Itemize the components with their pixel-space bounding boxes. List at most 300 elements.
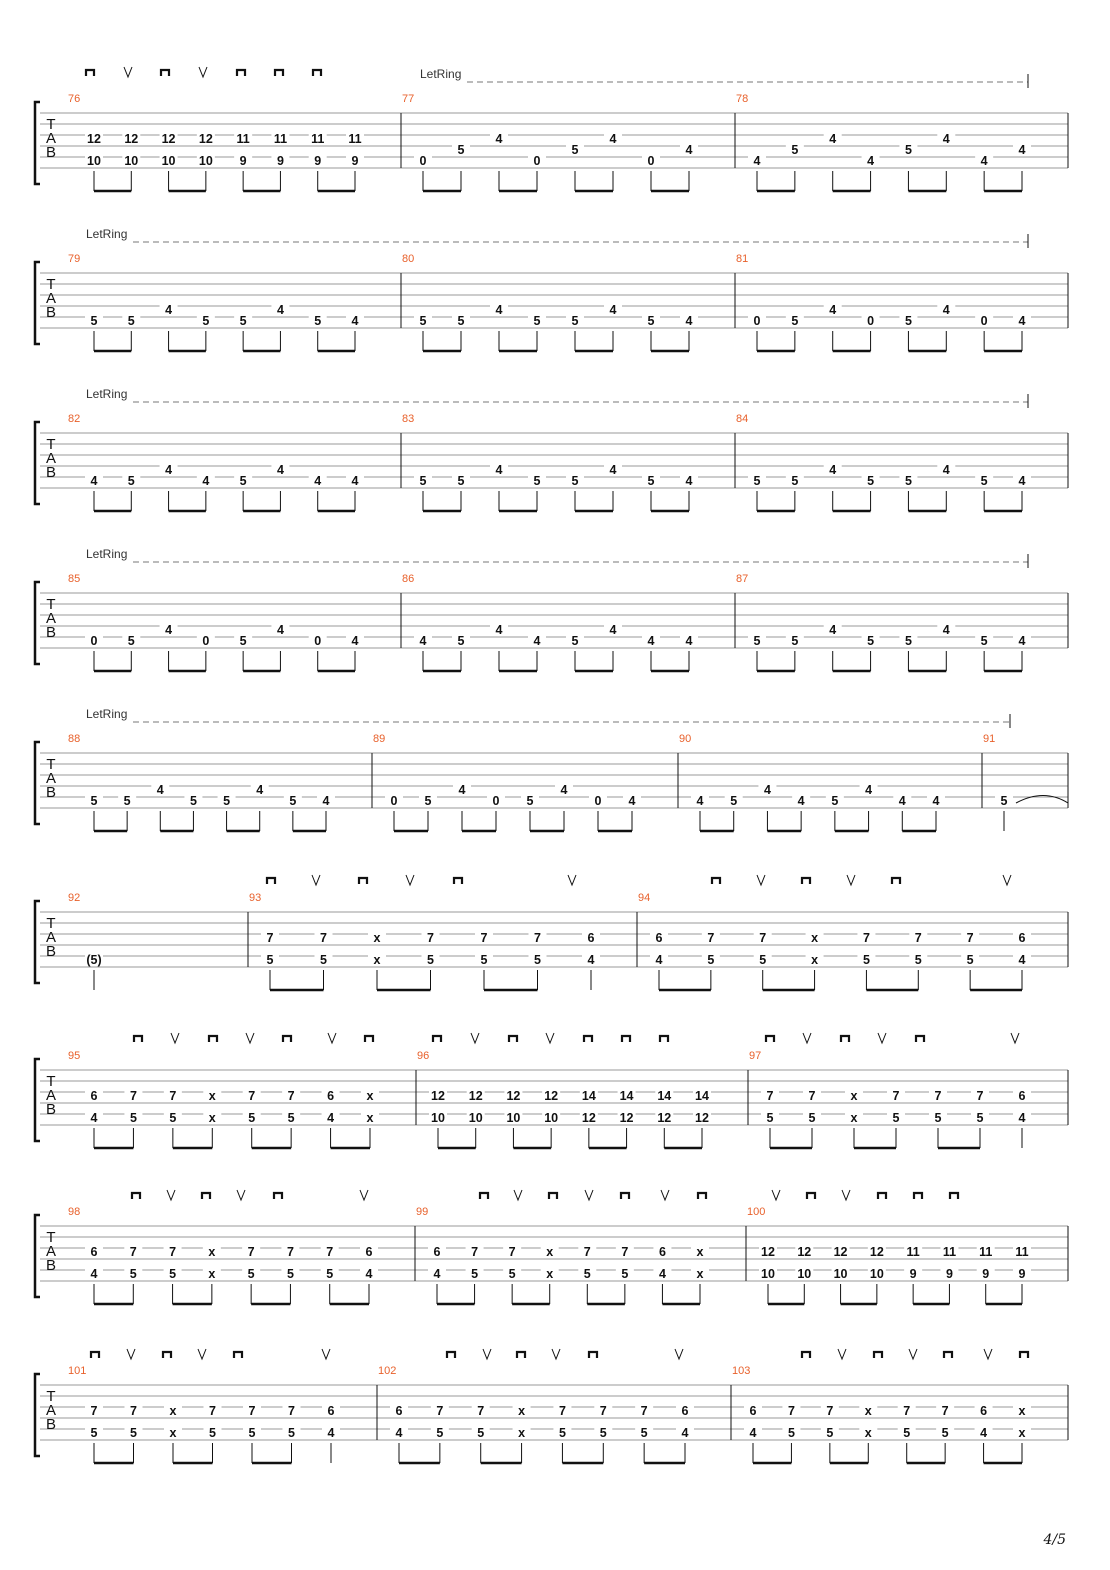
- downstroke-icon: [621, 1193, 629, 1199]
- fret-number: 12: [797, 1245, 812, 1259]
- measure-number: 98: [68, 1206, 81, 1218]
- fret-number: 7: [966, 931, 974, 945]
- fret-number: 4: [658, 1267, 666, 1281]
- fret-number: 5: [976, 1111, 984, 1125]
- fret-number: 4: [533, 634, 541, 648]
- fret-number: 7: [477, 1404, 485, 1418]
- fret-number: 10: [506, 1111, 521, 1125]
- fret-number: 5: [248, 1111, 256, 1125]
- fret-number: 4: [1018, 143, 1026, 157]
- fret-number: 10: [87, 154, 101, 168]
- fret-number: 5: [457, 634, 465, 648]
- fret-number: 4: [609, 303, 617, 317]
- fret-number: x: [366, 1089, 374, 1103]
- fret-number: 5: [707, 953, 715, 967]
- downstroke-icon: [589, 1352, 597, 1358]
- fret-number: 4: [685, 634, 693, 648]
- measure-number: 100: [747, 1206, 766, 1218]
- fret-number: 5: [248, 1426, 256, 1440]
- fret-number: 5: [419, 474, 427, 488]
- fret-number: 4: [458, 783, 466, 797]
- fret-number: 4: [1018, 314, 1026, 328]
- fret-number: 0: [533, 154, 541, 168]
- fret-number: 7: [287, 1089, 295, 1103]
- fret-number: 5: [457, 474, 465, 488]
- fret-number: 0: [647, 154, 655, 168]
- fret-number: 5: [571, 474, 579, 488]
- fret-number: 9: [239, 154, 247, 168]
- fret-number: 4: [829, 623, 837, 637]
- tab-clef-letter: A: [45, 929, 57, 946]
- fret-number: 10: [124, 154, 139, 168]
- fret-number: 5: [287, 1111, 295, 1125]
- fret-number: 4: [351, 634, 359, 648]
- measure-number: 78: [736, 93, 749, 105]
- fret-number: 10: [161, 154, 176, 168]
- fret-number: 7: [209, 1404, 216, 1418]
- fret-number: 7: [903, 1404, 911, 1418]
- fret-number: 4: [685, 474, 693, 488]
- fret-number: 5: [791, 634, 799, 648]
- fret-number: 7: [427, 931, 434, 945]
- fret-number: 10: [431, 1111, 445, 1125]
- system-bracket: [35, 102, 40, 184]
- fret-number: 12: [87, 132, 101, 146]
- tab-clef-letter: A: [45, 130, 57, 147]
- fret-number: 7: [286, 1245, 294, 1259]
- fret-number: 4: [276, 303, 284, 317]
- fret-number: 9: [276, 154, 284, 168]
- downstroke-icon: [549, 1193, 557, 1199]
- fret-number: 10: [544, 1111, 559, 1125]
- fret-number: 5: [904, 314, 912, 328]
- fret-number: 4: [980, 1426, 988, 1440]
- fret-number: 10: [468, 1111, 483, 1125]
- tab-clef-letter: B: [45, 144, 57, 161]
- fret-number: 5: [759, 953, 767, 967]
- system-bracket: [35, 582, 40, 664]
- fret-number: 5: [419, 314, 427, 328]
- fret-number: 5: [526, 794, 534, 808]
- tab-clef-letter: B: [45, 304, 57, 321]
- tab-system-3: [35, 387, 1068, 511]
- fret-number: 9: [314, 154, 322, 168]
- fret-number: 5: [867, 634, 875, 648]
- fret-number: 5: [424, 794, 432, 808]
- fret-number: x: [696, 1245, 704, 1259]
- fret-number: 0: [390, 794, 398, 808]
- fret-number: 12: [468, 1089, 483, 1103]
- upstroke-icon: [328, 1033, 336, 1043]
- fret-number: 5: [480, 953, 488, 967]
- tab-clef-letter: T: [46, 1388, 56, 1405]
- fret-number: x: [696, 1267, 704, 1281]
- fret-number: 5: [904, 143, 912, 157]
- fret-number: 9: [945, 1267, 953, 1281]
- fret-number: 12: [506, 1089, 521, 1103]
- tab-system-5: [35, 707, 1068, 831]
- fret-number: 5: [647, 314, 655, 328]
- downstroke-icon: [275, 70, 283, 76]
- upstroke-icon: [661, 1190, 669, 1200]
- tab-clef-letter: A: [45, 450, 57, 467]
- fret-number: 5: [189, 794, 197, 808]
- downstroke-icon: [509, 1036, 517, 1042]
- fret-number: 7: [599, 1404, 607, 1418]
- system-bracket: [35, 262, 40, 344]
- fret-number: 12: [544, 1089, 559, 1103]
- fret-number: 12: [198, 132, 213, 146]
- tab-system-9: [35, 1349, 1068, 1463]
- upstroke-icon: [546, 1033, 554, 1043]
- fret-number: 12: [869, 1245, 884, 1259]
- let-ring-label: LetRing: [420, 67, 462, 81]
- fret-number: 4: [763, 783, 771, 797]
- tab-clef-letter: A: [45, 290, 57, 307]
- fret-number: 14: [581, 1089, 596, 1103]
- fret-number: 6: [980, 1404, 988, 1418]
- system-bracket: [35, 1215, 40, 1297]
- fret-number: 5: [571, 314, 579, 328]
- downstroke-icon: [766, 1036, 774, 1042]
- tab-system-8: [35, 1190, 1068, 1304]
- system-bracket: [35, 901, 40, 983]
- fret-number: 11: [311, 132, 325, 146]
- fret-number: 4: [560, 783, 568, 797]
- fret-number: x: [546, 1245, 554, 1259]
- fret-number: 4: [327, 1426, 335, 1440]
- upstroke-icon: [772, 1190, 780, 1200]
- fret-number: 7: [436, 1404, 444, 1418]
- measure-number: 83: [402, 413, 415, 425]
- fret-number: 10: [869, 1267, 884, 1281]
- upstroke-icon: [878, 1033, 886, 1043]
- fret-number: 5: [427, 953, 434, 967]
- upstroke-icon: [847, 875, 855, 885]
- fret-number: 7: [266, 931, 274, 945]
- fret-number: 6: [90, 1089, 98, 1103]
- fret-number: 5: [471, 1267, 479, 1281]
- fret-number: 5: [599, 1426, 607, 1440]
- fret-number: 5: [477, 1426, 485, 1440]
- fret-number: 4: [327, 1111, 335, 1125]
- measure-number: 87: [736, 573, 749, 585]
- fret-number: 6: [395, 1404, 403, 1418]
- downstroke-icon: [802, 878, 810, 884]
- tab-clef-letter: T: [46, 596, 56, 613]
- upstroke-icon: [406, 875, 414, 885]
- upstroke-icon: [675, 1349, 683, 1359]
- measure-number: 97: [749, 1050, 762, 1062]
- fret-number: 9: [1018, 1267, 1026, 1281]
- tab-clef-letter: B: [45, 784, 57, 801]
- fret-number: 4: [753, 154, 761, 168]
- downstroke-icon: [134, 1036, 142, 1042]
- fret-number: 5: [808, 1111, 816, 1125]
- fret-number: 7: [892, 1089, 900, 1103]
- tab-system-6: [35, 875, 1068, 990]
- measure-number: 84: [736, 413, 749, 425]
- downstroke-icon: [86, 70, 94, 76]
- fret-number: 4: [433, 1267, 441, 1281]
- fret-number: 6: [681, 1404, 689, 1418]
- fret-number: 4: [90, 1111, 98, 1125]
- tab-clef-letter: T: [46, 756, 56, 773]
- fret-number: 7: [941, 1404, 949, 1418]
- fret-number: 5: [1000, 794, 1008, 808]
- upstroke-icon: [237, 1190, 245, 1200]
- downstroke-icon: [660, 1036, 668, 1042]
- fret-number: 5: [640, 1426, 648, 1440]
- fret-number: 4: [681, 1426, 689, 1440]
- tab-clef-letter: T: [46, 116, 56, 133]
- fret-number: 5: [621, 1267, 629, 1281]
- fret-number: 5: [90, 794, 98, 808]
- tab-clef-letter: B: [45, 1257, 57, 1274]
- fret-number: 4: [1018, 1111, 1026, 1125]
- fret-number: 5: [247, 1267, 255, 1281]
- fret-number: 7: [976, 1089, 984, 1103]
- fret-number: 5: [129, 1267, 137, 1281]
- fret-number: 12: [161, 132, 176, 146]
- upstroke-icon: [483, 1349, 491, 1359]
- fret-number: x: [208, 1089, 216, 1103]
- fret-number: 7: [787, 1404, 795, 1418]
- fret-number: 12: [619, 1111, 634, 1125]
- fret-number: 10: [833, 1267, 848, 1281]
- let-ring-label: LetRing: [86, 707, 128, 721]
- fret-number: x: [373, 931, 381, 945]
- fret-number: 11: [236, 132, 250, 146]
- fret-number: 12: [761, 1245, 775, 1259]
- fret-number: 5: [791, 143, 799, 157]
- upstroke-icon: [312, 875, 320, 885]
- fret-number: x: [366, 1111, 374, 1125]
- fret-number: 12: [581, 1111, 596, 1125]
- fret-number: x: [169, 1426, 177, 1440]
- measure-number: 81: [736, 253, 749, 265]
- tab-system-2: [35, 227, 1068, 351]
- fret-number: 7: [766, 1089, 774, 1103]
- downstroke-icon: [161, 70, 169, 76]
- fret-number: 10: [198, 154, 213, 168]
- upstroke-icon: [842, 1190, 850, 1200]
- upstroke-icon: [124, 67, 132, 77]
- downstroke-icon: [209, 1036, 217, 1042]
- fret-number: 7: [129, 1089, 137, 1103]
- downstroke-icon: [480, 1193, 488, 1199]
- fret-number: 7: [129, 1245, 137, 1259]
- fret-number: 5: [239, 634, 247, 648]
- fret-number: 4: [829, 463, 837, 477]
- downstroke-icon: [91, 1352, 99, 1358]
- upstroke-icon: [803, 1033, 811, 1043]
- fret-number: 4: [628, 794, 636, 808]
- fret-number: 4: [202, 474, 210, 488]
- fret-number: 14: [619, 1089, 634, 1103]
- fret-number: 4: [696, 794, 704, 808]
- fret-number: 4: [276, 623, 284, 637]
- measure-number: 86: [402, 573, 415, 585]
- measure-number: 101: [68, 1365, 87, 1377]
- fret-number: 4: [942, 623, 950, 637]
- fret-number: 6: [327, 1089, 335, 1103]
- fret-number: 4: [1018, 953, 1026, 967]
- upstroke-icon: [984, 1349, 992, 1359]
- fret-number: 5: [436, 1426, 444, 1440]
- fret-number: 7: [508, 1245, 516, 1259]
- fret-number: 7: [169, 1089, 177, 1103]
- system-bracket: [35, 742, 40, 824]
- page-number: 4/5: [1043, 1532, 1066, 1548]
- fret-number: 4: [256, 783, 264, 797]
- measure-number: 99: [416, 1206, 429, 1218]
- fret-number: x: [811, 931, 819, 945]
- fret-number: 7: [247, 1245, 255, 1259]
- tab-clef-letter: B: [45, 943, 57, 960]
- fret-number: x: [864, 1404, 872, 1418]
- fret-number: 6: [1018, 931, 1026, 945]
- upstroke-icon: [585, 1190, 593, 1200]
- fret-number: 5: [286, 1267, 294, 1281]
- tab-clef-letter: B: [45, 1416, 57, 1433]
- fret-number: x: [864, 1426, 872, 1440]
- fret-number: 4: [942, 463, 950, 477]
- tab-clef-letter: T: [46, 276, 56, 293]
- fret-number: 5: [239, 474, 247, 488]
- upstroke-icon: [167, 1190, 175, 1200]
- fret-number: 5: [127, 314, 135, 328]
- upstroke-icon: [1011, 1033, 1019, 1043]
- fret-number: 6: [433, 1245, 441, 1259]
- fret-number: 0: [419, 154, 427, 168]
- fret-number: 5: [288, 1426, 295, 1440]
- fret-number: 7: [914, 931, 922, 945]
- fret-number: 5: [223, 794, 231, 808]
- fret-number: 0: [867, 314, 875, 328]
- fret-number: (5): [86, 953, 102, 967]
- fret-number: x: [208, 1245, 216, 1259]
- fret-number: 5: [966, 953, 974, 967]
- upstroke-icon: [838, 1349, 846, 1359]
- fret-number: 4: [395, 1426, 403, 1440]
- fret-number: 12: [657, 1111, 672, 1125]
- fret-number: 4: [1018, 634, 1026, 648]
- downstroke-icon: [365, 1036, 373, 1042]
- fret-number: 5: [791, 314, 799, 328]
- fret-number: 5: [862, 953, 870, 967]
- fret-number: 4: [322, 794, 330, 808]
- measure-number: 88: [68, 733, 81, 745]
- upstroke-icon: [171, 1033, 179, 1043]
- fret-number: 0: [492, 794, 500, 808]
- fret-number: 5: [831, 794, 839, 808]
- fret-number: 11: [273, 132, 288, 146]
- fret-number: 5: [90, 314, 98, 328]
- fret-number: 5: [169, 1111, 177, 1125]
- measure-number: 103: [732, 1365, 751, 1377]
- let-ring-label: LetRing: [86, 387, 128, 401]
- downstroke-icon: [359, 878, 367, 884]
- fret-number: 4: [165, 623, 173, 637]
- downstroke-icon: [267, 878, 275, 884]
- fret-number: 4: [351, 474, 359, 488]
- fret-number: 0: [314, 634, 322, 648]
- downstroke-icon: [802, 1352, 810, 1358]
- upstroke-icon: [322, 1349, 330, 1359]
- fret-number: 0: [753, 314, 761, 328]
- tab-system-4: [35, 547, 1068, 671]
- fret-number: 5: [980, 634, 988, 648]
- tab-clef-letter: B: [45, 464, 57, 481]
- fret-number: 0: [980, 314, 988, 328]
- upstroke-icon: [568, 875, 576, 885]
- fret-number: x: [373, 953, 381, 967]
- fret-number: 5: [320, 953, 327, 967]
- fret-number: 14: [657, 1089, 672, 1103]
- fret-number: 4: [609, 623, 617, 637]
- fret-number: 7: [621, 1245, 629, 1259]
- tab-clef-letter: A: [45, 610, 57, 627]
- fret-number: 5: [571, 143, 579, 157]
- downstroke-icon: [914, 1193, 922, 1199]
- system-bracket: [35, 1374, 40, 1456]
- system-bracket: [35, 422, 40, 504]
- fret-number: 5: [980, 474, 988, 488]
- upstroke-icon: [198, 1349, 206, 1359]
- fret-number: x: [1018, 1404, 1026, 1418]
- fret-number: 4: [314, 474, 322, 488]
- measure-number: 85: [68, 573, 81, 585]
- fret-number: 5: [904, 474, 912, 488]
- downstroke-icon: [433, 1036, 441, 1042]
- downstroke-icon: [874, 1352, 882, 1358]
- fret-number: 5: [903, 1426, 911, 1440]
- measure-number: 96: [417, 1050, 430, 1062]
- fret-number: 7: [471, 1245, 479, 1259]
- fret-number: 6: [749, 1404, 757, 1418]
- fret-number: 5: [533, 474, 541, 488]
- tab-clef-letter: A: [45, 770, 57, 787]
- fret-number: x: [1018, 1426, 1026, 1440]
- fret-number: 7: [759, 931, 767, 945]
- measure-number: 82: [68, 413, 81, 425]
- measure-number: 93: [249, 892, 262, 904]
- tab-clef-letter: T: [46, 1073, 56, 1090]
- fret-number: 7: [862, 931, 870, 945]
- fret-number: 7: [90, 1404, 98, 1418]
- measure-number: 79: [68, 253, 81, 265]
- fret-number: 5: [647, 474, 655, 488]
- downstroke-icon: [892, 878, 900, 884]
- fret-number: 5: [289, 794, 297, 808]
- downstroke-icon: [944, 1352, 952, 1358]
- downstroke-icon: [237, 70, 245, 76]
- fret-number: 5: [129, 1111, 137, 1125]
- fret-number: 5: [314, 314, 322, 328]
- fret-number: 0: [202, 634, 210, 648]
- downstroke-icon: [454, 878, 462, 884]
- fret-number: 6: [327, 1404, 335, 1418]
- upstroke-icon: [127, 1349, 135, 1359]
- fret-number: 9: [982, 1267, 990, 1281]
- fret-number: 7: [248, 1089, 256, 1103]
- fret-number: 11: [1015, 1245, 1029, 1259]
- fret-number: 6: [1018, 1089, 1026, 1103]
- measure-number: 102: [378, 1365, 397, 1377]
- fret-number: 4: [495, 623, 503, 637]
- fret-number: 4: [1018, 474, 1026, 488]
